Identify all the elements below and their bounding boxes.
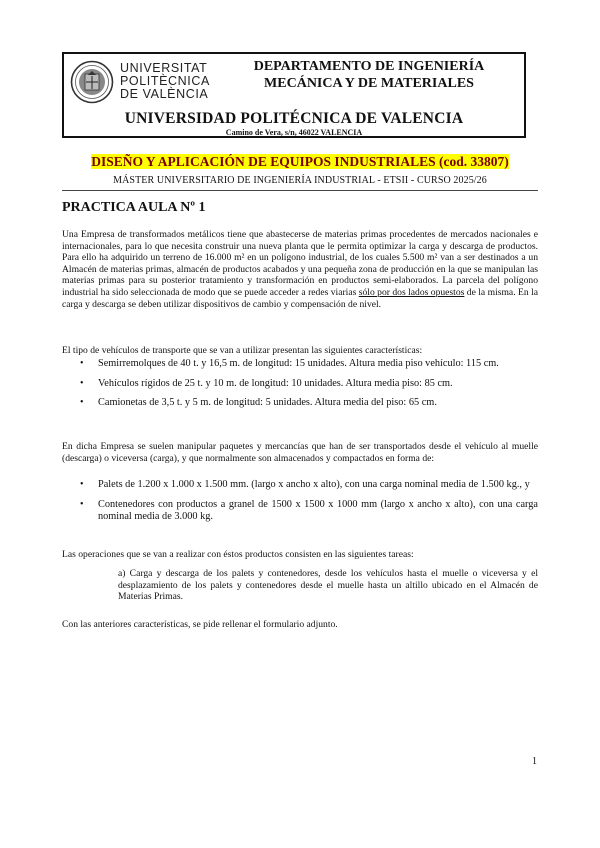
goods-text: Palets de 1.200 x 1.000 x 1.500 mm. (largo x ancho x alto), con una carga nominal media de 1.500 kg., y <box>98 479 530 490</box>
vehicles-intro: El tipo de vehículos de transporte que se van a utilizar presentan las siguientes características: <box>62 345 423 356</box>
logo-line-1: UNIVERSITAT <box>120 61 208 75</box>
master-line: MÁSTER UNIVERSITARIO DE INGENIERÍA INDUSTRIAL - ETSII - CURSO 2025/26 <box>113 175 487 186</box>
bullet-icon: • <box>80 377 84 389</box>
page-number: 1 <box>532 756 537 767</box>
practice-title: PRACTICA AULA Nº 1 <box>62 200 206 215</box>
logo-line-3: DE VALÈNCIA <box>120 87 209 101</box>
intro-paragraph <box>62 229 538 310</box>
university-address: Camino de Vera, s/n, 46022 VALENCIA <box>225 128 363 137</box>
bullet-icon: • <box>80 397 84 408</box>
department-line-2: MECÁNICA Y DE MATERIALES <box>264 76 474 91</box>
department-name <box>214 58 524 92</box>
university-name: UNIVERSIDAD POLITÉCNICA DE VALENCIA <box>124 110 464 127</box>
vehicle-text: Vehículos rígidos de 25 t. y 10 m. de longitud: 10 unidades. Altura media piso: 85 cm. <box>98 377 453 389</box>
bullet-icon: • <box>80 358 84 369</box>
list-item <box>80 499 538 524</box>
course-title <box>0 153 600 171</box>
course-title-text: DISEÑO Y APLICACIÓN DE EQUIPOS INDUSTRIALES (cod. 33807) <box>91 154 509 169</box>
operations-intro: Las operaciones que se van a realizar con éstos productos consisten en las siguientes tareas: <box>62 549 414 560</box>
goods-list <box>80 479 538 531</box>
university-logo <box>70 60 210 104</box>
university-seal-icon <box>70 60 114 104</box>
bullet-icon: • <box>80 498 84 510</box>
vehicle-text: Semirremolques de 40 t. y 16,5 m. de longitud: 15 unidades. Altura media piso vehículo: 115 cm. <box>98 358 499 369</box>
goods-text: Contenedores con productos a granel de 1500 x 1500 x 1000 mm (largo x ancho x alto), con una carga nominal media de 3.000 kg. <box>98 498 538 522</box>
vehicle-text: Camionetas de 3,5 t. y 5 m. de longitud: 5 unidades. Altura media del piso: 65 cm. <box>98 397 437 408</box>
intro-underlined-text: sólo por dos lados opuestos <box>358 286 465 298</box>
list-item <box>80 479 538 492</box>
department-line-1: DEPARTAMENTO DE INGENIERÍA <box>253 59 485 74</box>
logo-line-2: POLITÈCNICA <box>120 74 210 88</box>
intro-text-b: de la misma. En la carga y descarga se deben utilizar dispositivos de cambio y compensación de nivel. <box>62 286 539 310</box>
goods-intro: En dicha Empresa se suelen manipular paquetes y mercancías que han de ser transportados desde el vehículo al muelle (descarga) o viceversa (carga), y que normalmente son almacenados y compactados en forma de: <box>62 441 538 464</box>
intro-text-a: Una Empresa de transformados metálicos tiene que abastecerse de materias primas procedentes de mercados nacionales e internacionales, para lo que necesita construir una nueva planta que le permita optimizar la carga y descarga de productos. Para ello ha adquirido un terreno de 16.000 m² en un polígono industrial, de los cuales 5.500 m² van a ser destinados a un Almacén de materias primas, almacén de productos acabados y una pequeña zona de producción en la que se manipulan las materias primas para su posterior tratamiento y transformación en productos semi-elaborados. La parcela del polígono industrial ha sido seleccionada de modo que se puede acceder a redes viarias <box>62 229 538 298</box>
closing-text: Con las anteriores características, se pide rellenar el formulario adjunto. <box>62 619 338 630</box>
list-item <box>80 358 538 371</box>
operations-item: a) Carga y descarga de los palets y contenedores, desde los vehículos hasta el muelle o viceversa y el desplazamiento de los palets y contenedores desde el muelle hasta un altillo ubicado en el Almacén de Materias Primas. <box>118 568 538 603</box>
bullet-icon: • <box>80 479 84 490</box>
vehicles-list <box>80 358 538 417</box>
divider <box>62 190 538 191</box>
header-box <box>62 52 526 138</box>
list-item <box>80 378 538 391</box>
list-item <box>80 397 538 410</box>
